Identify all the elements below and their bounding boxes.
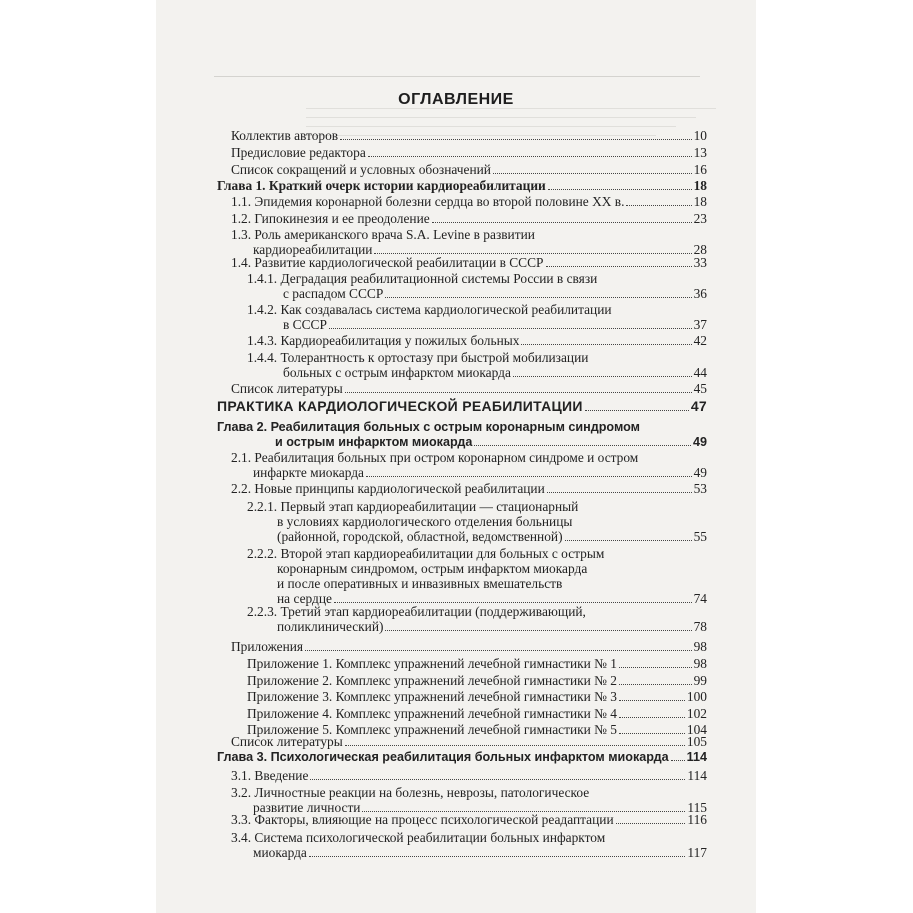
toc-entry-text: Глава 1. Краткий очерк истории кардиореабилитации <box>217 178 546 193</box>
toc-entry-text: 3.2. Личностные реакции на болезнь, неврозы, патологическое <box>231 785 590 800</box>
toc-entry-text: 3.4. Система психологической реабилитации больных инфарктом <box>231 830 606 845</box>
toc-page-number: 18 <box>693 194 707 209</box>
toc-entry <box>217 399 707 414</box>
bleed-through-line <box>306 118 676 127</box>
dot-leader <box>619 700 685 701</box>
dot-leader <box>345 392 692 393</box>
toc-entry <box>217 333 707 348</box>
toc-entry <box>217 481 707 496</box>
toc-entry <box>217 499 707 544</box>
toc-page-number: 105 <box>686 734 707 749</box>
toc-entry <box>217 381 707 396</box>
toc-page-number: 18 <box>693 178 707 193</box>
toc-entry-text: инфаркте миокарда <box>253 465 364 480</box>
toc-entry-text: 2.2.1. Первый этап кардиореабилитации — стационарный <box>247 499 579 514</box>
toc-entry <box>217 255 707 270</box>
toc-entry <box>217 271 707 301</box>
toc-entry-text: 2.2.2. Второй этап кардиореабилитации для больных с острым <box>247 546 605 561</box>
dot-leader <box>585 410 689 411</box>
dot-leader <box>626 205 691 206</box>
dot-leader <box>310 779 685 780</box>
toc-entry <box>217 178 707 193</box>
toc-entry <box>217 768 707 783</box>
toc-page-number: 117 <box>687 845 707 860</box>
dot-leader <box>329 328 692 329</box>
dot-leader <box>546 266 692 267</box>
toc-entry-text: 2.1. Реабилитация больных при остром коронарном синдроме и остром <box>231 450 639 465</box>
toc-page-number: 37 <box>693 317 707 332</box>
toc-entry-text: развитие личности <box>253 800 361 815</box>
toc-entry <box>217 194 707 209</box>
toc-page-number: 33 <box>693 255 707 270</box>
dot-leader <box>521 344 691 345</box>
toc-entry-text: Приложение 4. Комплекс упражнений лечебной гимнастики № 4 <box>247 706 617 721</box>
toc-entry-text: 1.2. Гипокинезия и ее преодоление <box>231 211 430 226</box>
toc-page-number: 99 <box>693 673 707 688</box>
toc-page-number: 49 <box>692 435 707 449</box>
toc-entry-text: кардиореабилитации <box>253 242 373 257</box>
toc-page-number: 16 <box>693 162 707 177</box>
toc-entry-text: Список литературы <box>231 734 343 749</box>
dot-leader <box>565 540 692 541</box>
toc-page-number: 74 <box>693 591 707 606</box>
dot-leader <box>305 650 692 651</box>
toc-entry-text: Приложение 3. Комплекс упражнений лечебной гимнастики № 3 <box>247 689 617 704</box>
toc-entry <box>217 128 707 143</box>
dot-leader <box>385 297 691 298</box>
dot-leader <box>616 823 686 824</box>
dot-leader <box>513 376 692 377</box>
toc-entry <box>217 145 707 160</box>
toc-page-number: 98 <box>693 639 707 654</box>
toc-page-number: 53 <box>693 481 707 496</box>
toc-page-number: 49 <box>693 465 707 480</box>
toc-entry <box>217 546 707 606</box>
toc-entry-text: 2.2. Новые принципы кардиологической реабилитации <box>231 481 545 496</box>
toc-entry-text: больных с острым инфарктом миокарда <box>283 365 511 380</box>
toc-page-number: 36 <box>693 286 707 301</box>
toc-entry-text: Приложение 5. Комплекс упражнений лечебной гимнастики № 5 <box>247 722 617 737</box>
dot-leader <box>309 856 686 857</box>
toc-entry <box>217 656 707 671</box>
toc-entry <box>217 689 707 704</box>
toc-entry-text: ПРАКТИКА КАРДИОЛОГИЧЕСКОЙ РЕАБИЛИТАЦИИ <box>217 398 583 414</box>
dot-leader <box>345 745 685 746</box>
toc-entry <box>217 830 707 860</box>
dot-leader <box>340 139 691 140</box>
dot-leader <box>619 667 692 668</box>
toc-entry-text: 1.4.2. Как создавалась система кардиологической реабилитации <box>247 302 612 317</box>
toc-page-number: 115 <box>687 800 707 815</box>
toc-entry <box>217 162 707 177</box>
toc-entry-text: 1.4.1. Деградация реабилитационной системы России в связи <box>247 271 598 286</box>
toc-entry <box>217 350 707 380</box>
dot-leader <box>385 630 691 631</box>
toc-page-number: 47 <box>690 398 707 414</box>
toc-page-number: 102 <box>686 706 707 721</box>
toc-entry <box>217 673 707 688</box>
toc-entry-text: 1.4.3. Кардиореабилитация у пожилых больных <box>247 333 520 348</box>
toc-entry-text: Глава 3. Психологическая реабилитация больных инфарктом миокарда <box>217 750 669 764</box>
toc-entry-text: 3.3. Факторы, влияющие на процесс психологической реадаптации <box>231 812 614 827</box>
toc-entry <box>217 812 707 827</box>
toc-entry-text: Коллектив авторов <box>231 128 339 143</box>
toc-page-number: 78 <box>693 619 707 634</box>
toc-entry-text: миокарда <box>253 845 307 860</box>
toc-entry <box>217 785 707 815</box>
toc-page-number: 10 <box>693 128 707 143</box>
toc-entry-text: Приложения <box>231 639 304 654</box>
bleed-through-rule <box>214 76 700 77</box>
toc-entry-text: в условиях кардиологического отделения больницы <box>277 514 573 529</box>
toc-entry-text: Список литературы <box>231 381 343 396</box>
dot-leader <box>334 602 692 603</box>
toc-page-number: 104 <box>686 722 707 737</box>
dot-leader <box>619 717 685 718</box>
dot-leader <box>474 445 691 446</box>
toc-entry-text: Глава 2. Реабилитация больных с острым коронарным синдромом <box>217 420 640 434</box>
toc-page-number: 116 <box>687 812 707 827</box>
toc-page-number: 23 <box>693 211 707 226</box>
toc-entry <box>217 450 707 480</box>
toc-entry <box>217 211 707 226</box>
toc-entry-text: Приложение 2. Комплекс упражнений лечебной гимнастики № 2 <box>247 673 617 688</box>
toc-entry-text: 1.4.4. Толерантность к ортостазу при быстрой мобилизации <box>247 350 589 365</box>
dot-leader <box>366 476 692 477</box>
toc-entry <box>217 227 707 257</box>
toc-page-number: 98 <box>693 656 707 671</box>
toc-page-number: 28 <box>693 242 707 257</box>
toc-entry <box>217 639 707 654</box>
toc-entry-text: 1.4. Развитие кардиологической реабилитации в СССР <box>231 255 544 270</box>
toc-entry-text: с распадом СССР <box>283 286 384 301</box>
toc-entry-text: 1.3. Роль американского врача S.A. Levine в развитии <box>231 227 535 242</box>
page-title: ОГЛАВЛЕНИЕ <box>398 91 514 108</box>
toc-entry-text: на сердце <box>277 591 332 606</box>
dot-leader <box>374 253 691 254</box>
dot-leader <box>619 684 692 685</box>
toc-entry-text: Список сокращений и условных обозначений <box>231 162 491 177</box>
toc-page-number: 45 <box>693 381 707 396</box>
toc-entry-text: коронарным синдромом, острым инфарктом миокарда <box>277 561 588 576</box>
toc-entry <box>217 734 707 749</box>
toc-entry-text: (районной, городской, областной, ведомственной) <box>277 529 563 544</box>
toc-entry-text: 3.1. Введение <box>231 768 309 783</box>
toc-page-number: 42 <box>693 333 707 348</box>
toc-page-number: 55 <box>693 529 707 544</box>
dot-leader <box>547 492 692 493</box>
bleed-through-line <box>306 109 696 118</box>
toc-entry-text: 1.1. Эпидемия коронарной болезни сердца во второй половине XX в. <box>231 194 625 209</box>
toc-entry-text: и острым инфарктом миокарда <box>275 435 473 449</box>
toc-entry-text: Приложение 1. Комплекс упражнений лечебной гимнастики № 1 <box>247 656 617 671</box>
book-page <box>156 0 756 913</box>
toc-entry-text: Предисловие редактора <box>231 145 366 160</box>
dot-leader <box>548 189 692 190</box>
dot-leader <box>368 156 692 157</box>
toc-entry <box>217 706 707 721</box>
toc-page-number: 100 <box>686 689 707 704</box>
toc-entry-text: 2.2.3. Третий этап кардиореабилитации (поддерживающий, <box>247 604 586 619</box>
toc-entry-text: поликлинический) <box>277 619 384 634</box>
toc-entry <box>217 420 707 450</box>
toc-page-number: 44 <box>693 365 707 380</box>
toc-page-number: 114 <box>686 750 707 764</box>
toc-entry-text: в СССР <box>283 317 327 332</box>
toc-entry <box>217 302 707 332</box>
dot-leader <box>432 222 692 223</box>
toc-page-number: 13 <box>693 145 707 160</box>
dot-leader <box>671 760 685 761</box>
toc-entry <box>217 750 707 765</box>
toc-entry-text: и после оперативных и инвазивных вмешательств <box>277 576 563 591</box>
toc-page-number: 114 <box>687 768 707 783</box>
dot-leader <box>493 173 692 174</box>
toc-entry <box>217 604 707 634</box>
